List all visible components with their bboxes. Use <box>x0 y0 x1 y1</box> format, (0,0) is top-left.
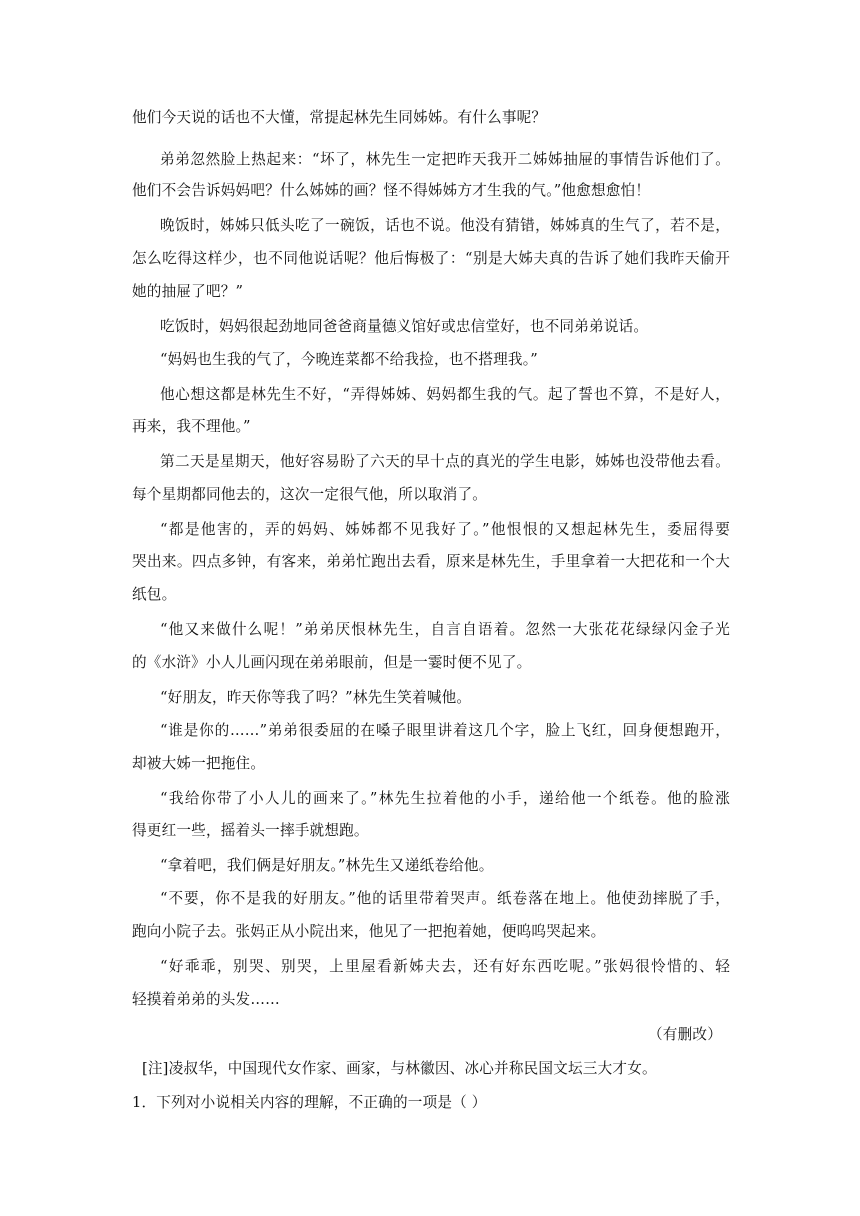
text-line: “不要，你不是我的好朋友。”他的话里带着哭声。纸卷落在地上。他使劲摔脱了手， <box>160 890 730 907</box>
text-line: 再来，我不理他。” <box>132 418 251 435</box>
text-line: “他又来做什么呢！”弟弟厌恨林先生，自言自语着。忽然一大张花花绿绿闪金子光 <box>160 621 730 638</box>
footnote: [注]凌叔华，中国现代女作家、画家，与林徽因、冰心并称民国文坛三大才女。 <box>142 1060 657 1077</box>
text-line: “好乖乖，别哭、别哭，上里屋看新姊夫去，还有好东西吃呢。”张妈很怜惜的、轻 <box>160 958 730 975</box>
text-line: 每个星期都同他去的，这次一定很气他，所以取消了。 <box>132 486 488 503</box>
text-line: 跑向小院子去。张妈正从小院出来，他见了一把抱着她，便呜呜哭起来。 <box>132 923 606 940</box>
text-line: 她的抽屉了吧？” <box>132 283 244 300</box>
text-line: 晚饭时，姊姊只低头吃了一碗饭，话也不说。他没有猜错，姊姊真的生气了，若不是， <box>160 217 730 234</box>
text-line: 纸包。 <box>132 586 177 603</box>
text-line: 他们不会告诉妈妈吧？什么姊姊的画？怪不得姊姊方才生我的气。”他愈想愈怕！ <box>132 182 651 199</box>
text-line: “好朋友，昨天你等我了吗？”林先生笑着喊他。 <box>160 689 472 706</box>
source-note: （有删改） <box>648 1026 722 1043</box>
text-line: 哭出来。四点多钟，有客来，弟弟忙跑出去看，原来是林先生，手里拿着一大把花和一个大 <box>132 553 730 570</box>
text-line: 第二天是星期天，他好容易盼了六天的早十点的真光的学生电影，姊姊也没带他去看。 <box>160 453 730 470</box>
text-line: 吃饭时，妈妈很起劲地同爸爸商量德义馆好或忠信堂好，也不同弟弟说话。 <box>160 318 649 335</box>
text-line: “都是他害的，弄的妈妈、姊姊都不见我好了。”他恨恨的又想起林先生，委屈得要 <box>160 521 730 538</box>
text-line: “妈妈也生我的气了，今晚连菜都不给我捡，也不搭理我。” <box>160 351 538 368</box>
text-line: “拿着吧，我们俩是好朋友。”林先生又递纸卷给他。 <box>160 857 494 874</box>
question-text: 1．下列对小说相关内容的理解，不正确的一项是（ ） <box>132 1094 487 1111</box>
text-line: 怎么吃得这样少，也不同他说话呢？他后悔极了：“别是大姊夫真的告诉了她们我昨天偷开 <box>132 250 730 267</box>
text-line: 却被大姊一把拖住。 <box>132 755 266 772</box>
text-line: 弟弟忽然脸上热起来：“坏了，林先生一定把昨天我开二姊姊抽屉的事情告诉他们了。 <box>160 151 730 168</box>
text-line: 他们今天说的话也不大懂，常提起林先生同姊姊。有什么事呢？ <box>132 109 547 126</box>
text-line: “谁是你的……”弟弟很委屈的在嗓子眼里讲着这几个字，脸上飞红，回身便想跑开， <box>160 722 730 739</box>
text-line: 他心想这都是林先生不好，“弄得姊姊、妈妈都生我的气。起了誓也不算，不是好人， <box>160 386 730 403</box>
text-line: 轻摸着弟弟的头发…… <box>132 991 280 1008</box>
text-line: “我给你带了小人儿的画来了。”林先生拉着他的小手，递给他一个纸卷。他的脸涨 <box>160 790 730 807</box>
text-line: 得更红一些，摇着头一摔手就想跑。 <box>132 822 369 839</box>
text-line: 的《水浒》小人儿画闪现在弟弟眼前，但是一霎时便不见了。 <box>132 654 532 671</box>
